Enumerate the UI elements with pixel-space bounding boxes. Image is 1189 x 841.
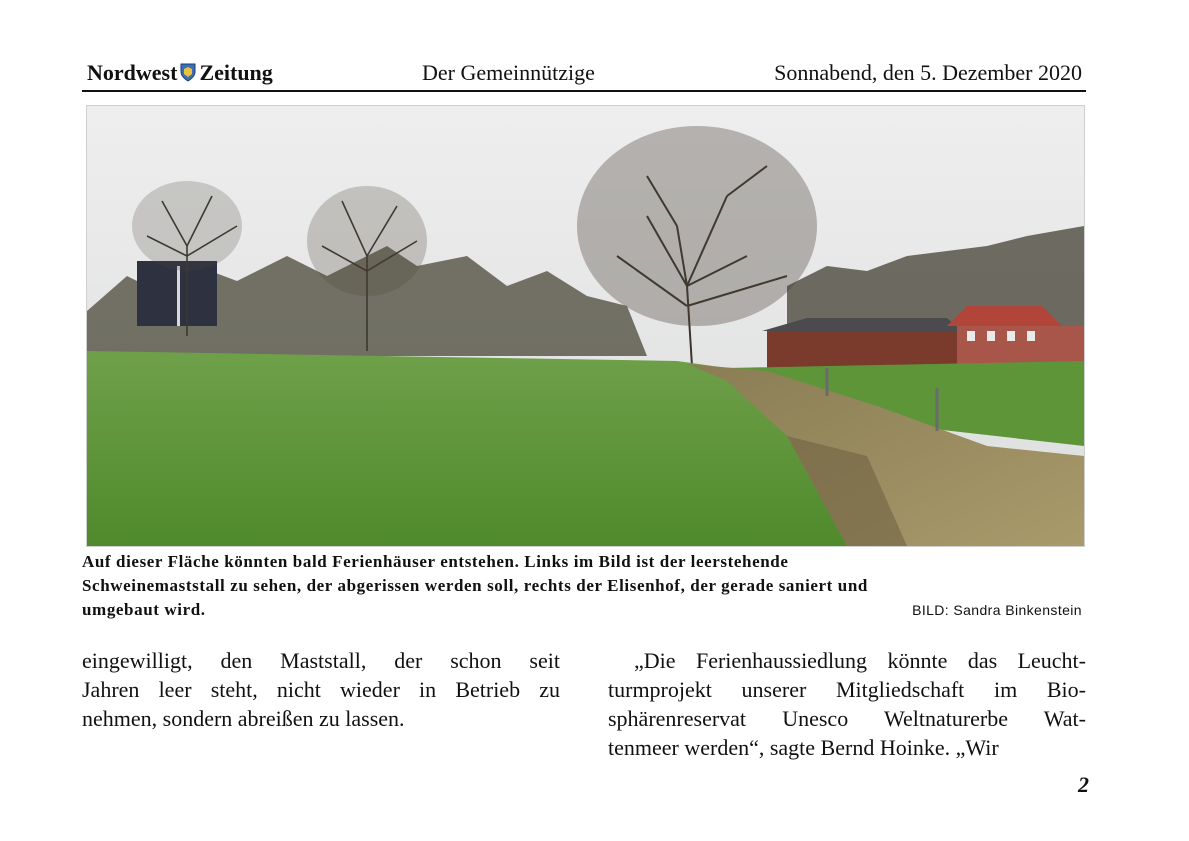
crest-icon	[180, 62, 196, 88]
text-line: eingewilligt, den Maststall, der schon seit	[82, 648, 560, 673]
article-column-left	[82, 646, 560, 733]
article-column-right	[608, 646, 1086, 762]
article-photo	[86, 105, 1085, 547]
text-line: Jahren leer steht, nicht wieder in Betrieb zu	[82, 677, 560, 702]
text-line: „Die Ferienhaussiedlung könnte das Leucht-	[634, 648, 1086, 673]
text-line: nehmen, sondern abreißen zu lassen.	[82, 706, 405, 731]
page-number: 2	[1078, 772, 1089, 797]
caption-line: Auf dieser Fläche könnten bald Ferienhäuser entstehen. Links im Bild ist der leerstehende	[82, 552, 789, 571]
text-line: tenmeer werden“, sagte Bernd Hoinke. „Wir	[608, 735, 999, 760]
text-line: turmprojekt unserer Mitgliedschaft im Bio-	[608, 677, 1086, 702]
newspaper-brand	[87, 60, 273, 88]
brand-name-left: Nordwest	[87, 60, 178, 85]
text-line: sphärenreservat Unesco Weltnaturerbe Wat-	[608, 706, 1086, 731]
issue-date: Sonnabend, den 5. Dezember 2020	[774, 60, 1082, 85]
masthead	[82, 56, 1086, 92]
caption-line: Schweinemaststall zu sehen, der abgerissen werden soll, rechts der Elisenhof, der gerade saniert und	[82, 576, 868, 595]
brand-name-right: Zeitung	[199, 60, 273, 85]
section-title: Der Gemeinnützige	[422, 60, 595, 85]
landscape-image	[87, 106, 1084, 546]
photo-credit: BILD: Sandra Binkenstein	[912, 602, 1082, 618]
photo-caption	[82, 550, 1088, 622]
caption-line: umgebaut wird.	[82, 600, 206, 619]
